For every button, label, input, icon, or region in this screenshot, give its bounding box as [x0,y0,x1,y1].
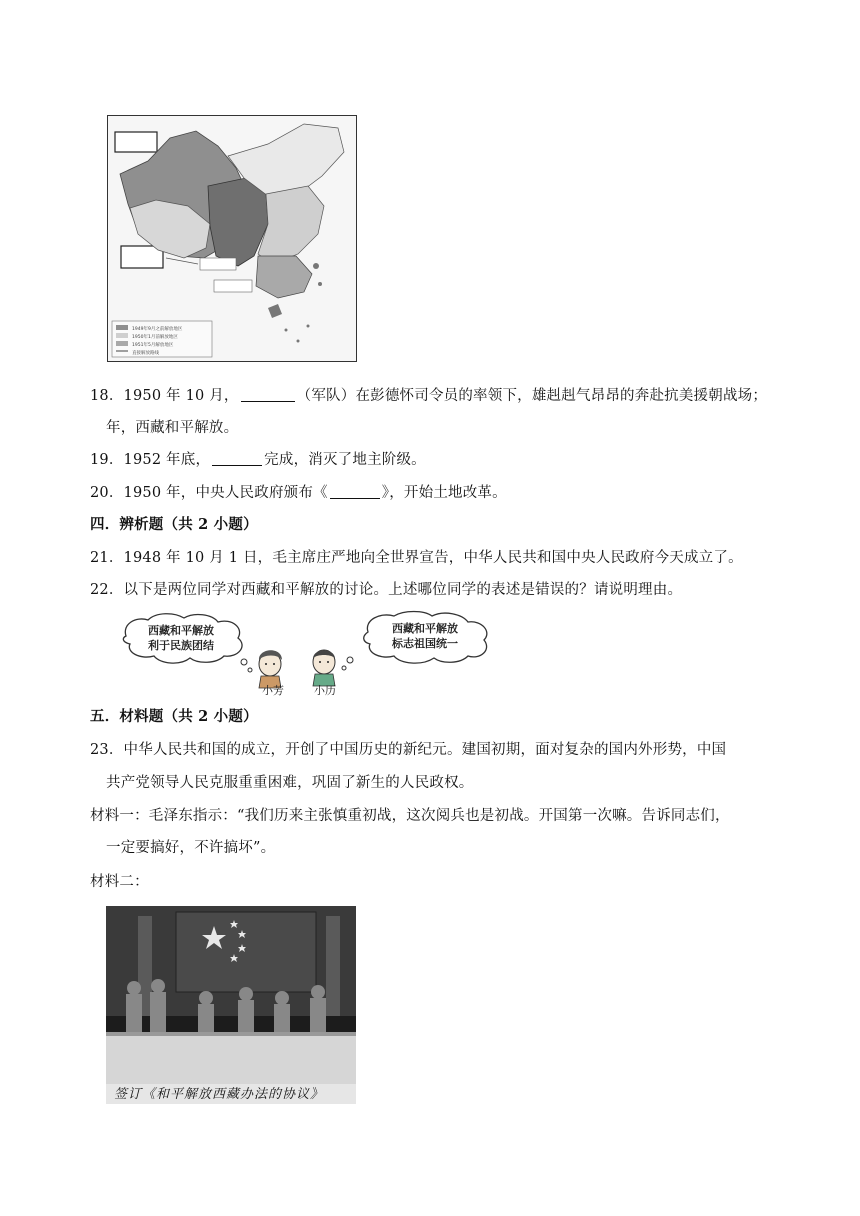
map-graphic [108,116,356,361]
q21-text: 21．1948 年 10 月 1 日，毛主席庄严地向全世界宣告，中华人民共和国中央人民政府今天成立了。 [90,550,743,566]
bubble-left-line1: 西藏和平解放 [148,624,214,637]
map-blank-box-top [115,132,157,152]
question-23-line2 [106,773,474,793]
question-18 [90,386,767,406]
material-2-label-text: 材料二： [90,874,149,890]
question-21 [90,548,743,568]
material-1 [90,806,730,826]
photo-graphic [106,906,356,1084]
china-liberation-map [107,115,357,362]
photo-caption: 签订《和平解放西藏办法的协议》 [114,1087,325,1102]
cartoon-graphic [118,610,494,696]
girl-figure [259,650,282,688]
section-4-title [90,515,258,535]
question-20 [90,483,507,503]
q23-text-1: 23．中华人民共和国的成立，开创了中国历史的新纪元。建国初期，面对复杂的国内外形势，中国 [90,742,727,758]
material-1-line2 [106,838,275,858]
q18-text-2: （军队）在彭德怀司令员的率领下，雄赳赳气昂昂的奔赴抗美援朝战场； [296,388,768,404]
q20-blank[interactable] [330,484,380,499]
q19-blank[interactable] [212,451,262,466]
boy-figure [313,650,335,686]
q23-text-2: 共产党领导人民克服重重困难，巩固了新生的人民政权。 [106,775,474,791]
bubble-right-line2: 标志祖国统一 [392,637,458,650]
question-22 [90,580,682,600]
svg-text:1950年1月前解放地区: 1950年1月前解放地区 [132,335,178,340]
svg-text:1951年5月解放地区: 1951年5月解放地区 [132,343,174,348]
q20-text-2: 》，开始土地改革。 [381,485,507,501]
flag-backdrop [176,912,316,992]
q22-text: 22．以下是两位同学对西藏和平解放的讨论。上述哪位同学的表述是错误的？请说明理由。 [90,582,683,598]
material-2-label [90,872,149,892]
question-18-line2 [106,418,238,438]
svg-text:1949年9月之前解放地区: 1949年9月之前解放地区 [132,327,183,332]
section-4-title-text: 四．辨析题（共 2 小题） [90,516,258,533]
material-1-text-2: 一定要搞好，不许搞坏”。 [106,840,276,856]
bubble-left-line2: 利于民族团结 [148,639,214,652]
svg-text:直接解放路线: 直接解放路线 [132,351,159,356]
name-xiaoli: 小历 [314,684,336,696]
question-23 [90,740,726,760]
name-xiaofang: 小芳 [262,684,284,696]
question-19 [90,450,426,470]
students-discussion-cartoon [118,610,494,696]
section-5-title [90,707,258,727]
q19-text-2: 完成，消灭了地主阶级。 [264,452,426,468]
q18-blank-1[interactable] [241,387,295,402]
q19-text-1: 19．1952 年底， [90,452,211,468]
material-1-text-1: 材料一：毛泽东指示：“我们历来主张慎重初战，这次阅兵也是初战。开国第一次嘛。告诉同志们， [90,808,730,824]
q18-text-1: 18．1950 年 10 月， [90,388,239,404]
tibet-agreement-photo [106,906,356,1104]
section-5-title-text: 五．材料题（共 2 小题） [90,708,258,725]
q18-text-3: 年，西藏和平解放。 [106,420,239,436]
bubble-right-line1: 西藏和平解放 [392,622,458,635]
q20-text-1: 20．1950 年，中央人民政府颁布《 [90,485,328,501]
